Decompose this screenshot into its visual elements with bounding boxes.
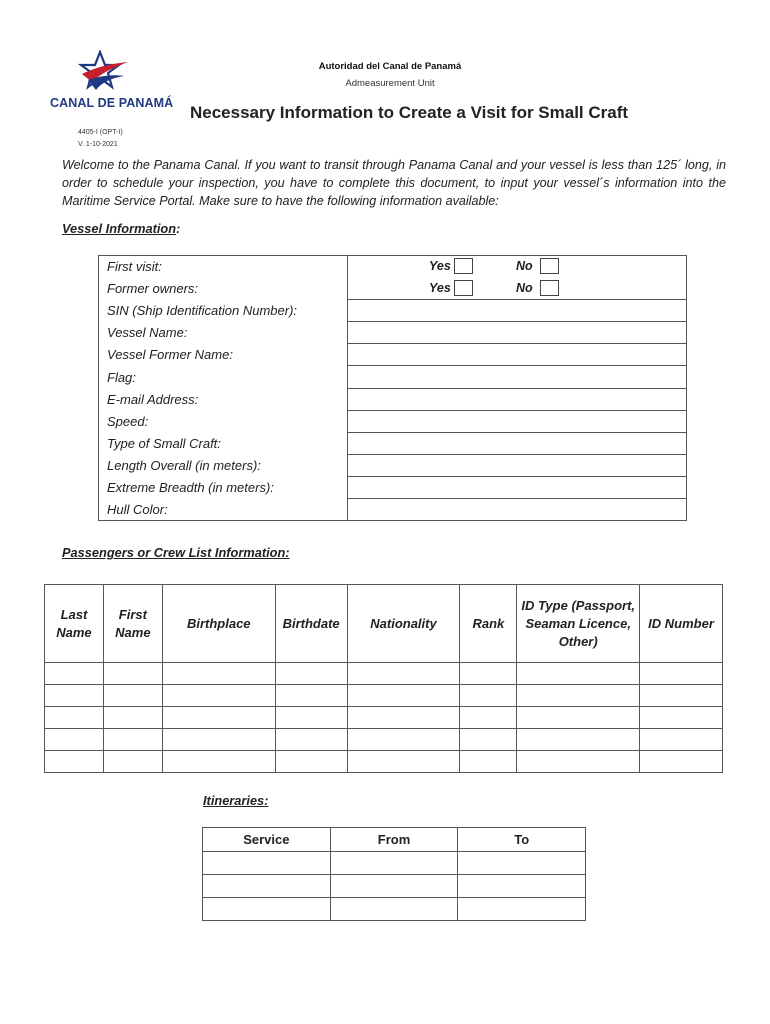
- vessel-former-name-input[interactable]: [348, 344, 687, 366]
- crew-cell-input[interactable]: [45, 663, 104, 685]
- field-label: E-mail Address:: [99, 388, 348, 410]
- flag-input[interactable]: [348, 366, 687, 388]
- former-owners-value: [348, 278, 687, 300]
- vessel-info-table: [98, 255, 687, 521]
- itinerary-cell-input[interactable]: [330, 898, 458, 921]
- crew-cell-input[interactable]: [45, 707, 104, 729]
- table-row: [45, 707, 723, 729]
- hull-color-input[interactable]: [348, 499, 687, 521]
- crew-cell-input[interactable]: [162, 707, 275, 729]
- column-header-nationality: Nationality: [347, 585, 460, 663]
- intro-paragraph: Welcome to the Panama Canal. If you want to transit through Panama Canal and your vessel is less than 125´ long, in order to schedule your inspection, you have to complete this document, to input your vessel´s information into the Maritime Service Portal. Make sure to have the following information available:: [62, 158, 726, 208]
- crew-cell-input[interactable]: [275, 685, 347, 707]
- itinerary-cell-input[interactable]: [203, 898, 331, 921]
- crew-cell-input[interactable]: [460, 729, 517, 751]
- itinerary-rows: [203, 852, 586, 921]
- itinerary-table: [202, 827, 586, 921]
- unit-name: Admeasurement Unit: [345, 78, 435, 89]
- crew-cell-input[interactable]: [275, 707, 347, 729]
- column-header-to: To: [458, 828, 586, 852]
- itinerary-cell-input[interactable]: [203, 875, 331, 898]
- yes-label: Yes: [429, 259, 451, 273]
- table-row: [99, 256, 687, 278]
- first-visit-yes-checkbox[interactable]: [454, 258, 473, 274]
- table-row: [45, 729, 723, 751]
- crew-cell-input[interactable]: [517, 685, 640, 707]
- authority-name: Autoridad del Canal de Panamá: [318, 61, 462, 72]
- crew-section-heading: Passengers or Crew List Information:: [62, 545, 290, 560]
- itinerary-header-row: [203, 828, 586, 852]
- former-owners-no-checkbox[interactable]: [540, 280, 559, 296]
- column-header-service: Service: [203, 828, 331, 852]
- column-header-id-type: ID Type (Passport, Seaman Licence, Other): [517, 585, 640, 663]
- crew-cell-input[interactable]: [517, 729, 640, 751]
- table-row: [99, 300, 687, 322]
- table-row: [99, 322, 687, 344]
- itinerary-cell-input[interactable]: [458, 898, 586, 921]
- crew-cell-input[interactable]: [103, 707, 162, 729]
- vessel-name-input[interactable]: [348, 322, 687, 344]
- field-label: Extreme Breadth (in meters):: [99, 476, 348, 498]
- crew-cell-input[interactable]: [460, 685, 517, 707]
- canal-de-panama-logo: [50, 50, 174, 110]
- itinerary-cell-input[interactable]: [458, 875, 586, 898]
- column-header-birthplace: Birthplace: [162, 585, 275, 663]
- crew-cell-input[interactable]: [275, 729, 347, 751]
- crew-cell-input[interactable]: [162, 729, 275, 751]
- extreme-breadth-input[interactable]: [348, 476, 687, 498]
- itinerary-cell-input[interactable]: [203, 852, 331, 875]
- crew-cell-input[interactable]: [103, 729, 162, 751]
- column-header-first-name: First Name: [103, 585, 162, 663]
- crew-cell-input[interactable]: [45, 729, 104, 751]
- form-code-block: [78, 127, 123, 151]
- column-header-rank: Rank: [460, 585, 517, 663]
- crew-cell-input[interactable]: [517, 751, 640, 773]
- crew-cell-input[interactable]: [45, 685, 104, 707]
- field-label: Hull Color:: [99, 499, 348, 521]
- yes-label: Yes: [429, 280, 451, 295]
- crew-cell-input[interactable]: [460, 707, 517, 729]
- crew-cell-input[interactable]: [347, 729, 460, 751]
- crew-cell-input[interactable]: [162, 751, 275, 773]
- star-logo-icon: [78, 50, 132, 94]
- field-label: SIN (Ship Identification Number):: [99, 300, 348, 322]
- crew-cell-input[interactable]: [275, 663, 347, 685]
- table-row: [99, 278, 687, 300]
- field-label: Vessel Name:: [99, 322, 348, 344]
- table-row: [99, 410, 687, 432]
- field-label: Length Overall (in meters):: [99, 454, 348, 476]
- form-code: 4405-I (OPT-I): [78, 129, 123, 136]
- vessel-heading-text: Vessel Information: [62, 221, 177, 236]
- crew-list-table: [44, 584, 723, 773]
- table-row: [99, 476, 687, 498]
- field-label: First visit:: [99, 256, 348, 278]
- no-label: No: [516, 280, 533, 295]
- table-row: [99, 344, 687, 366]
- itinerary-cell-input[interactable]: [330, 852, 458, 875]
- column-header-birthdate: Birthdate: [275, 585, 347, 663]
- column-header-from: From: [330, 828, 458, 852]
- sin-input[interactable]: [348, 300, 687, 322]
- field-label: Flag:: [99, 366, 348, 388]
- table-row: [203, 875, 586, 898]
- no-label: No: [516, 259, 533, 273]
- table-row: [99, 366, 687, 388]
- vessel-section-heading: [62, 221, 180, 236]
- itinerary-cell-input[interactable]: [458, 852, 586, 875]
- crew-cell-input[interactable]: [347, 751, 460, 773]
- table-row: [99, 432, 687, 454]
- logo-text: CANAL DE PANAMÁ: [50, 96, 174, 110]
- crew-cell-input[interactable]: [640, 685, 723, 707]
- page-title: Necessary Information to Create a Visit for Small Craft: [190, 103, 629, 122]
- crew-cell-input[interactable]: [640, 751, 723, 773]
- speed-input[interactable]: [348, 410, 687, 432]
- crew-cell-input[interactable]: [517, 707, 640, 729]
- crew-cell-input[interactable]: [45, 751, 104, 773]
- table-row: [99, 388, 687, 410]
- field-label: Speed:: [99, 410, 348, 432]
- table-row: [45, 685, 723, 707]
- table-row: [99, 454, 687, 476]
- length-overall-input[interactable]: [348, 454, 687, 476]
- crew-cell-input[interactable]: [460, 751, 517, 773]
- crew-header-row: [45, 585, 723, 663]
- crew-cell-input[interactable]: [517, 663, 640, 685]
- first-visit-no-checkbox[interactable]: [540, 258, 559, 274]
- crew-cell-input[interactable]: [162, 685, 275, 707]
- itinerary-cell-input[interactable]: [330, 875, 458, 898]
- crew-rows: [45, 663, 723, 773]
- email-input[interactable]: [348, 388, 687, 410]
- field-label: Vessel Former Name:: [99, 344, 348, 366]
- former-owners-yes-checkbox[interactable]: [454, 280, 473, 296]
- crew-cell-input[interactable]: [640, 663, 723, 685]
- crew-cell-input[interactable]: [103, 663, 162, 685]
- table-row: [203, 852, 586, 875]
- craft-type-input[interactable]: [348, 432, 687, 454]
- field-label: Type of Small Craft:: [99, 432, 348, 454]
- itinerary-section-heading: Itineraries:: [203, 793, 269, 808]
- crew-cell-input[interactable]: [640, 729, 723, 751]
- crew-cell-input[interactable]: [640, 707, 723, 729]
- crew-cell-input[interactable]: [347, 707, 460, 729]
- crew-cell-input[interactable]: [347, 663, 460, 685]
- table-row: [203, 898, 586, 921]
- crew-cell-input[interactable]: [347, 685, 460, 707]
- vessel-heading-colon: :: [176, 221, 181, 236]
- first-visit-value: [348, 256, 687, 278]
- crew-cell-input[interactable]: [162, 663, 275, 685]
- crew-cell-input[interactable]: [275, 751, 347, 773]
- table-row: [99, 499, 687, 521]
- crew-cell-input[interactable]: [460, 663, 517, 685]
- column-header-last-name: Last Name: [45, 585, 104, 663]
- table-row: [45, 663, 723, 685]
- column-header-id-number: ID Number: [640, 585, 723, 663]
- crew-cell-input[interactable]: [103, 751, 162, 773]
- table-row: [45, 751, 723, 773]
- field-label: Former owners:: [99, 278, 348, 300]
- form-version: V. 1-10-2021: [78, 141, 118, 148]
- crew-cell-input[interactable]: [103, 685, 162, 707]
